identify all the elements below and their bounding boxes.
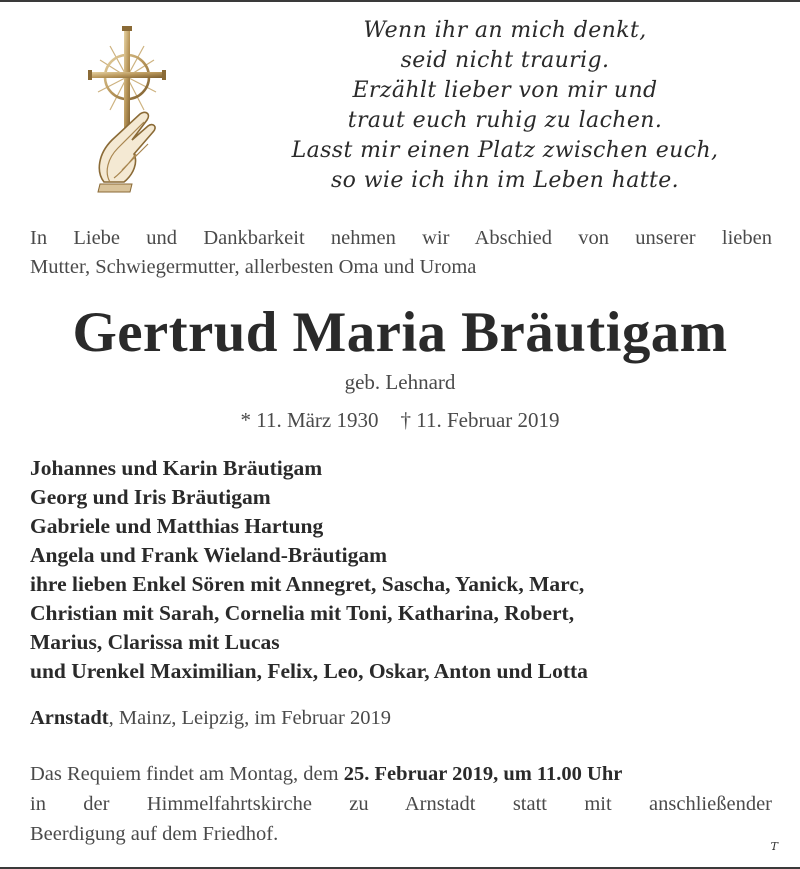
family-line: Christian mit Sarah, Cornelia mit Toni, Katharina, Robert, <box>30 601 575 625</box>
family-line: und Urenkel Maximilian, Felix, Leo, Oskar, Anton und Lotta <box>30 659 588 683</box>
family-line: Angela und Frank Wieland-Bräutigam <box>30 543 388 567</box>
death-date: † 11. Februar 2019 <box>400 408 560 432</box>
service-prefix: Das Requiem findet am Montag, dem <box>30 763 344 785</box>
poem-line: Erzählt lieber von mir und <box>352 78 658 103</box>
poem-line: Wenn ihr an mich denkt, <box>363 18 647 43</box>
publisher-mark: T <box>770 840 778 853</box>
poem-line: Lasst mir einen Platz zwischen euch, <box>291 138 719 163</box>
place-date <box>30 707 770 730</box>
family-line: Gabriele und Matthias Hartung <box>30 514 324 538</box>
family-line: Georg und Iris Bräutigam <box>30 485 271 509</box>
poem-line: traut euch ruhig zu lachen. <box>347 108 663 133</box>
maiden-name: geb. Lehnard <box>344 370 456 394</box>
family-line: Johannes und Karin Bräutigam <box>30 456 323 480</box>
intro-text <box>30 224 772 282</box>
service-line <box>30 759 772 789</box>
deceased-name: Gertrud Maria Bräutigam <box>72 301 728 364</box>
service-line: Beerdigung auf dem Friedhof. <box>30 823 279 845</box>
family-line: Marius, Clarissa mit Lucas <box>30 630 280 654</box>
family-line: ihre lieben Enkel Sören mit Annegret, Sascha, Yanick, Marc, <box>30 572 585 596</box>
poem <box>240 16 770 196</box>
life-dates <box>0 408 800 433</box>
poem-line: so wie ich ihn im Leben hatte. <box>330 168 680 193</box>
service-notice <box>30 759 772 849</box>
place-main: Arnstadt <box>30 707 109 729</box>
birth-date: * 11. März 1930 <box>240 408 379 432</box>
poem-line: seid nicht traurig. <box>400 48 610 73</box>
intro-line: Mutter, Schwiegermutter, allerbesten Oma und Uroma <box>30 256 477 278</box>
cross-praying-hands-icon <box>52 22 232 202</box>
place-rest: , Mainz, Leipzig, im Februar 2019 <box>108 707 391 729</box>
family-list <box>30 454 780 686</box>
service-datetime: 25. Februar 2019, um 11.00 Uhr <box>343 763 623 785</box>
service-line: in der Himmelfahrtskirche zu Arnstadt statt mit anschließender <box>30 793 772 815</box>
intro-line: In Liebe und Dankbarkeit nehmen wir Abschied von unserer lieben <box>30 227 772 249</box>
